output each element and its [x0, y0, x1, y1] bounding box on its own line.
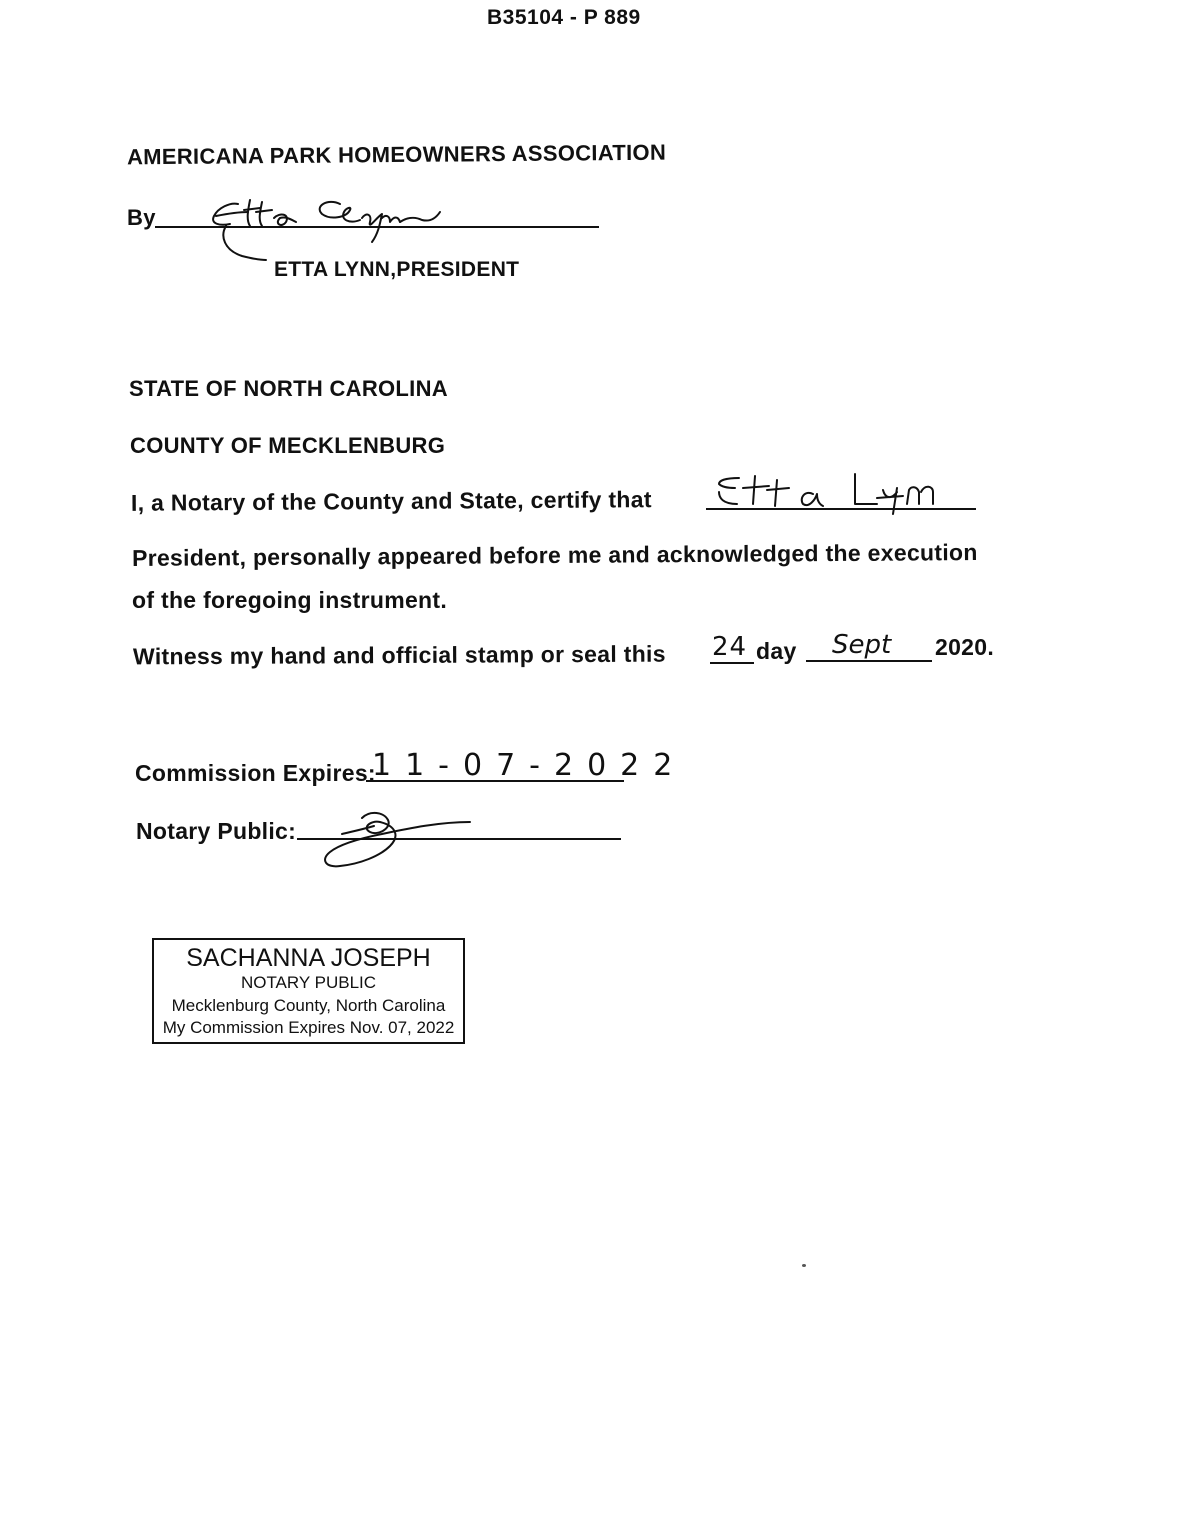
stamp-expiration: My Commission Expires Nov. 07, 2022: [162, 1018, 455, 1037]
acknowledgment-line-1: President, personally appeared before me and acknowledged the execution: [131, 539, 978, 571]
notary-stamp: [152, 938, 465, 1044]
scan-speck: [802, 1264, 806, 1267]
state-heading: STATE OF NORTH CAROLINA: [129, 376, 448, 401]
witness-text: Witness my hand and official stamp or seal this: [132, 640, 666, 670]
stamp-role: NOTARY PUBLIC: [240, 973, 377, 992]
association-name: AMERICANA PARK HOMEOWNERS ASSOCIATION: [126, 139, 667, 170]
book-page-reference: B35104 - P 889: [487, 6, 641, 29]
notary-public-label: Notary Public:: [136, 818, 297, 844]
notary-signature: [300, 800, 500, 875]
witness-day-line: [710, 662, 754, 664]
acknowledgment-line-2: of the foregoing instrument.: [132, 587, 448, 613]
signer-title: ETTA LYNN,PRESIDENT: [274, 258, 520, 281]
by-label: By: [127, 205, 156, 230]
witness-day-handwritten: 24: [712, 632, 748, 662]
commission-date-handwritten: 11-07-2022: [372, 748, 687, 783]
day-label: day: [756, 638, 797, 664]
commission-expires-label: Commission Expires:: [135, 760, 376, 786]
stamp-notary-name: SACHANNA JOSEPH: [186, 944, 431, 972]
witness-month-line: [806, 660, 932, 662]
county-heading: COUNTY OF MECKLENBURG: [130, 433, 446, 458]
certify-text: I, a Notary of the County and State, certify that: [130, 486, 652, 516]
stamp-county: Mecklenburg County, North Carolina: [171, 996, 446, 1015]
witness-year: 2020.: [935, 634, 995, 660]
certify-name-handwritten: [705, 470, 975, 515]
witness-month-handwritten: Sept: [832, 630, 892, 660]
